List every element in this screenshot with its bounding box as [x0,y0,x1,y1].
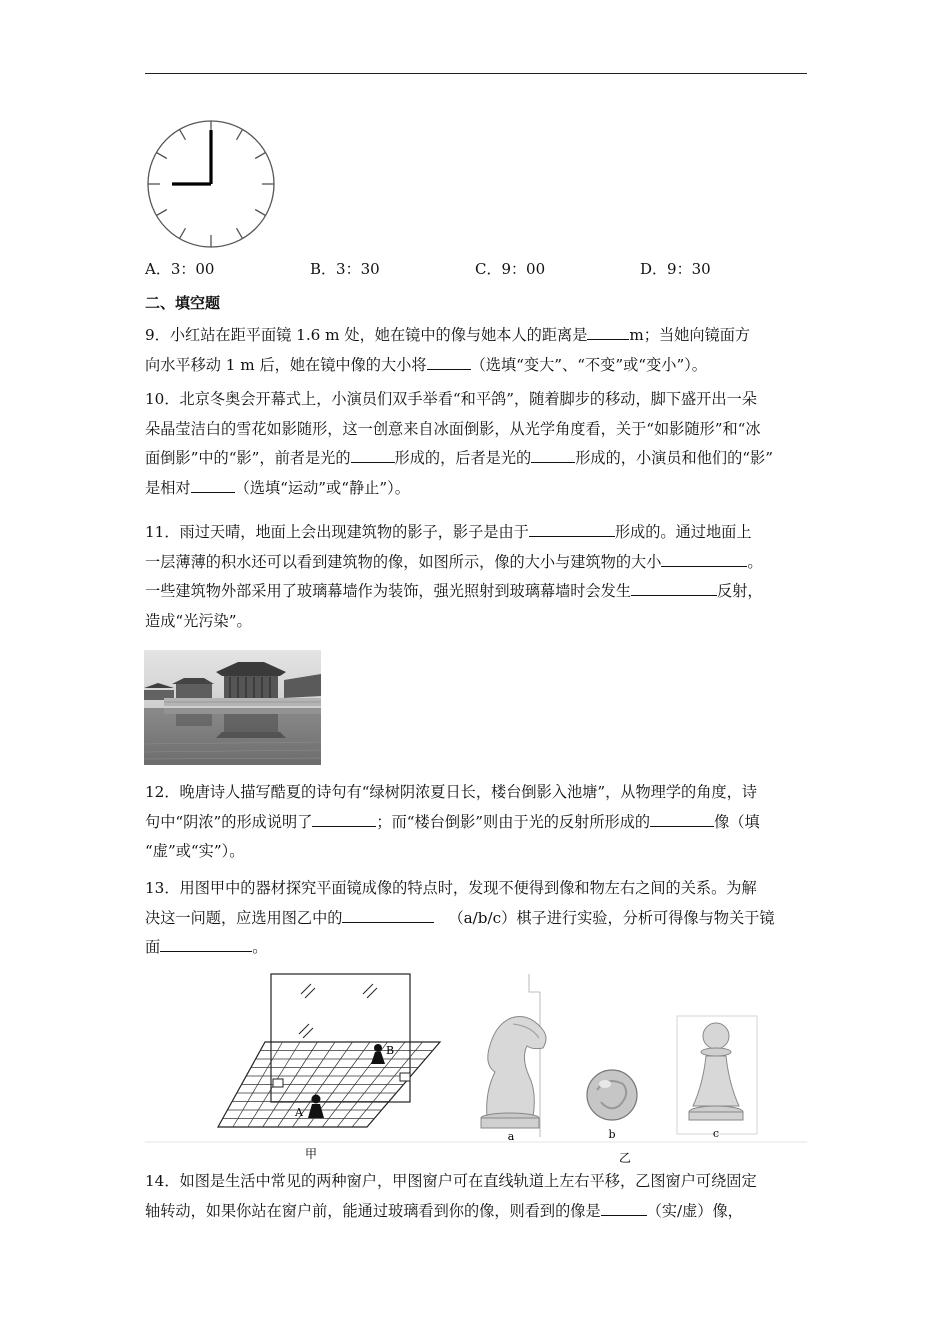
pawn-piece-c [689,1023,743,1120]
q12-line: 12．晚唐诗人描写酷夏的诗句有“绿树阴浓夏日长，楼台倒影入池塘”，从物理学的角度，诗 [145,783,757,801]
option-a[interactable]: A．3：00 [145,260,215,278]
clock-figure [145,118,277,250]
q10-text: 是相对 [145,478,191,497]
q11-text: 一些建筑物外部采用了玻璃幕墙作为装饰，强光照射到玻璃幕墙时会发生 [145,582,631,600]
clock-tick [237,228,243,238]
q10-line: 10．北京冬奥会开幕式上，小演员们双手举看“和平鸽”，随着脚步的移动，脚下盛开出一朵 [145,390,757,408]
q12-text: 像（填 [714,812,760,831]
piece-label-a: a [507,1130,515,1143]
ball-piece-b [587,1070,637,1120]
point-label-b: B [386,1044,395,1057]
q14-text: 轴转动，如果你站在窗户前，能通过玻璃看到你的像，则看到的像是 [145,1201,601,1220]
q11-text: 形成的。通过地面上 [614,523,752,541]
clock-tick [255,153,265,159]
q10-line: 朵晶莹洁白的雪花如影随形，这一创意来自冰面倒影，从光学角度看，关于“如影随形”和“冰 [145,419,761,438]
clock-tick [180,129,186,139]
option-b[interactable]: B．3：30 [310,260,380,278]
point-label-a: A [295,1106,303,1119]
piece-label-b: b [608,1128,616,1141]
question-13 [145,874,809,963]
figure-label-jia: 甲 [305,1147,318,1161]
q12-text: ；而“楼台倒影”则由于光的反射所形成的 [376,812,651,831]
question-9 [145,321,809,380]
mirror-support-left [273,1079,283,1087]
figure-jia-apparatus [218,974,440,1127]
q13-blank-2[interactable] [160,935,252,952]
building-reflection-photo [144,650,321,765]
q10-text: 面倒影”中的“影”，前者是光的 [145,449,351,467]
question-10 [145,385,809,503]
clock-tick [237,129,243,139]
q12-blank-1[interactable] [312,810,376,827]
q9-text: 9．小红站在距平面镜 1.6 m 处，她在镜中的像与她本人的距离是 [145,326,588,344]
figure-yi-pieces [481,974,757,1143]
section-title: 二、填空题 [145,294,221,312]
figure-label-yi: 乙 [619,1151,632,1165]
chessboard-grid [223,1042,433,1127]
q10-blank-2[interactable] [531,446,575,463]
q11-text: 一层薄薄的积水还可以看到建筑物的像，如图所示，像的大小与建筑物的大小 [145,552,662,571]
q9-blank-1[interactable] [587,323,629,340]
q8-options [145,258,807,282]
clock-tick [156,153,166,159]
q11-text: 11．雨过天晴，地面上会出现建筑物的影子，影子是由于 [145,523,529,541]
clock-tick [255,210,265,216]
q12-blank-2[interactable] [650,810,714,827]
q9-text: （选填“变大”、“不变”或“变小”）。 [470,355,707,374]
clock-tick [156,210,166,216]
q11-blank-2[interactable] [661,550,747,567]
question-12 [145,778,809,867]
q10-text: （选填“运动”或“静止”）。 [234,478,410,497]
chess-piece-a-object [308,1095,324,1119]
q13-text: 。 [252,938,268,956]
q13-line: 13．用图甲中的器材探究平面镜成像的特点时，发现不便得到像和物左右之间的关系。为解 [145,879,757,897]
q11-line: 造成“光污染”。 [145,611,252,630]
q14-blank-1[interactable] [601,1199,647,1216]
option-c[interactable]: C．9：00 [475,260,546,278]
q13-text: （a/b/c）棋子进行实验，分析可得像与物关于镜 [448,908,775,927]
q11-text: 。 [747,552,763,571]
q10-text: 形成的，后者是光的 [394,449,532,467]
figure-13 [145,972,807,1167]
mirror-support-right [400,1073,410,1081]
question-14 [145,1167,809,1226]
clock-tick [180,228,186,238]
q14-line: 14．如图是生活中常见的两种窗户，甲图窗户可在直线轨道上左右平移，乙图窗户可绕固定 [145,1172,757,1190]
question-11 [145,518,809,636]
q9-text: 向水平移动 1 m 后，她在镜中像的大小将 [145,355,427,374]
q9-text: m；当她向镜面方 [629,326,751,344]
piece-label-c: c [712,1127,720,1140]
q10-text: 形成的，小演员和他们的“影” [575,449,774,467]
q10-blank-3[interactable] [191,476,235,493]
q11-blank-3[interactable] [631,579,717,596]
q12-text: 句中“阴浓”的形成说明了 [145,812,313,831]
q13-text: 面 [145,938,161,956]
q9-blank-2[interactable] [427,353,471,370]
glass-hatch-marks [299,984,377,1038]
q10-blank-1[interactable] [351,446,395,463]
q13-blank-1[interactable] [342,906,434,923]
knight-piece-a [481,1017,546,1129]
chess-piece-b-image [371,1044,385,1064]
q14-text: （实/虚）像， [646,1201,743,1220]
header-rule [145,73,807,74]
q13-text: 决这一问题，应选用图乙中的 [145,908,343,927]
q11-text: 反射， [717,582,763,600]
q11-blank-1[interactable] [529,520,615,537]
q12-line: “虚”或“实”）。 [145,842,245,860]
option-d[interactable]: D．9：30 [640,260,711,278]
